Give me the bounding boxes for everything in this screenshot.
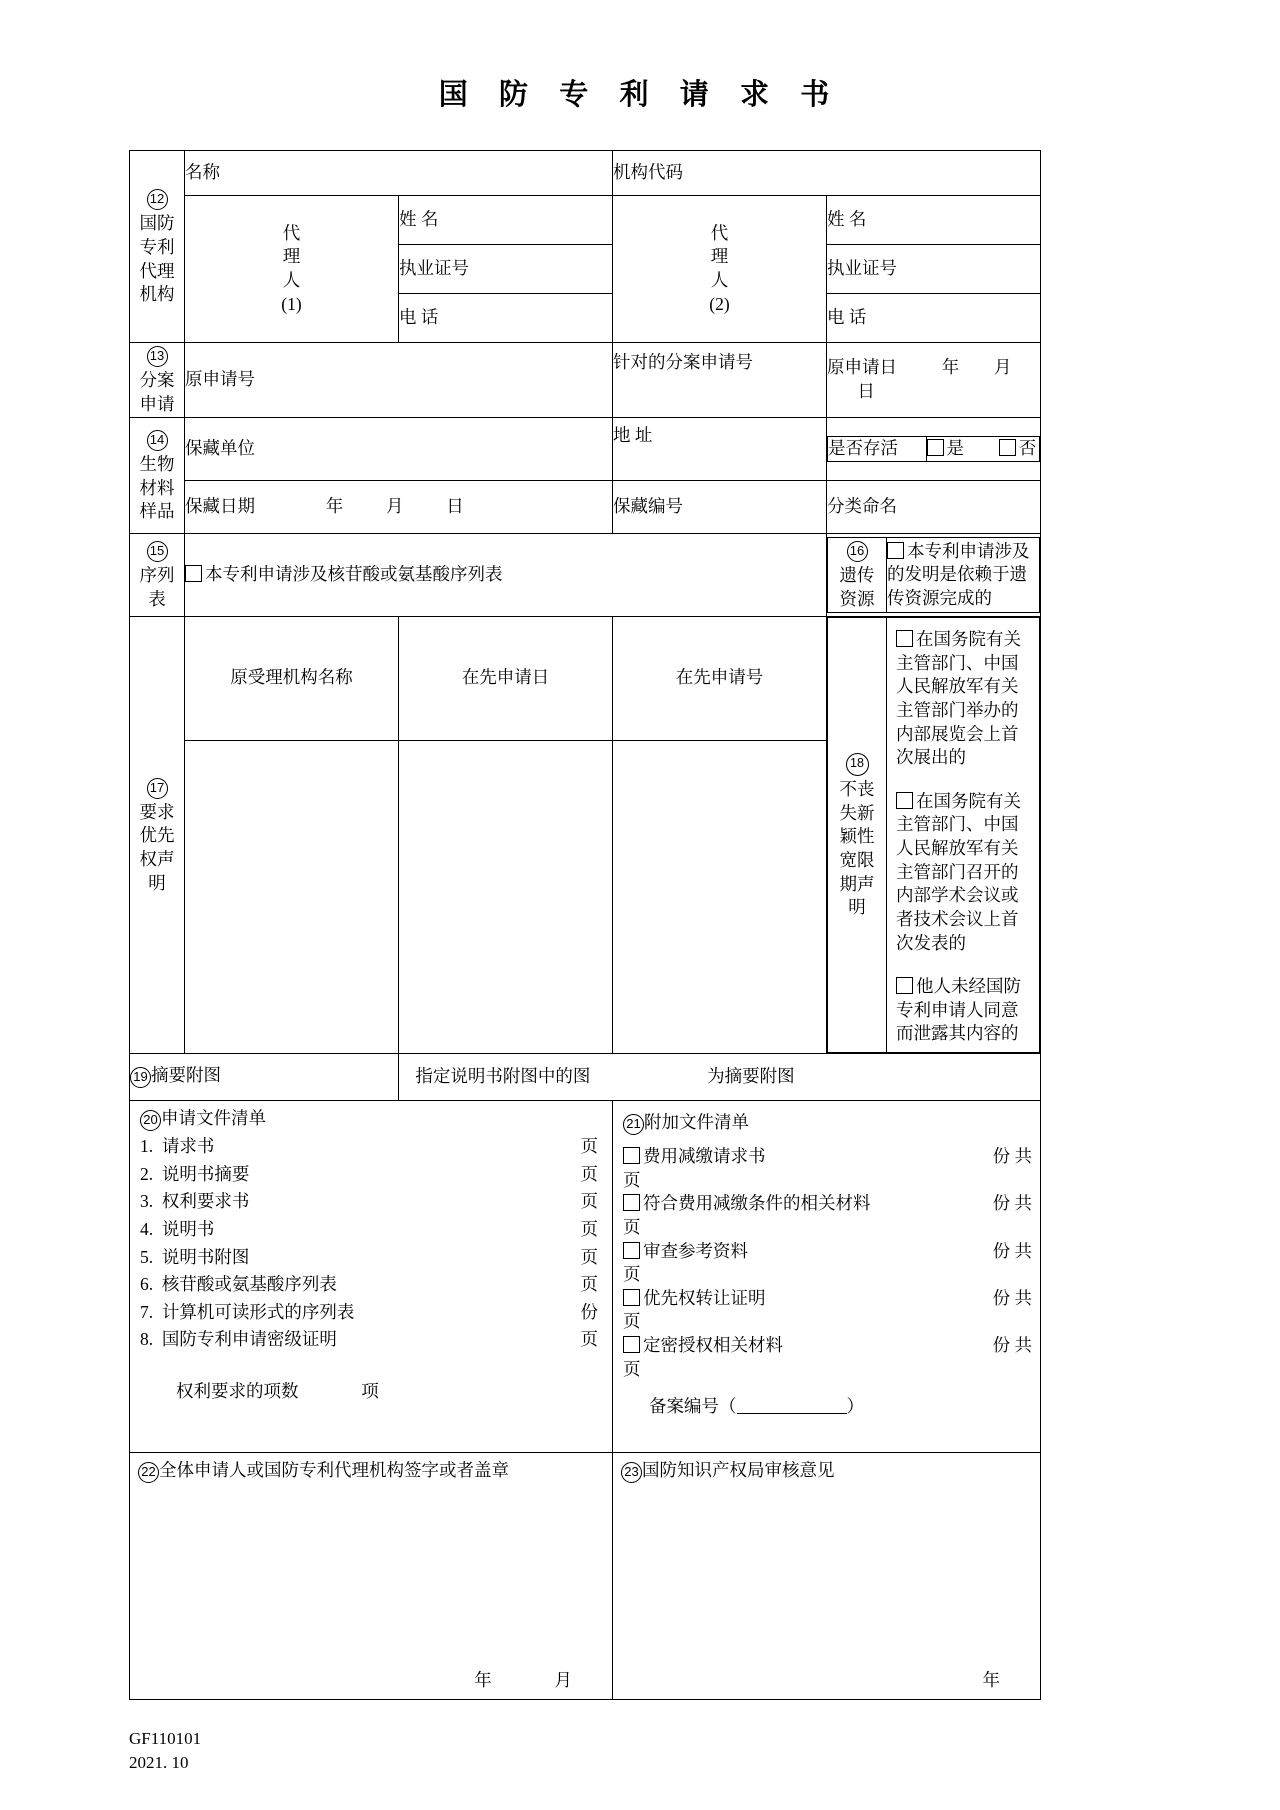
list-item[interactable] bbox=[623, 1334, 1032, 1358]
section15-label-cell bbox=[130, 534, 185, 617]
section22-signature-area[interactable] bbox=[130, 1491, 612, 1669]
sequence-listing-checkbox[interactable] bbox=[185, 565, 202, 582]
agent2-name-label: 姓 名 bbox=[827, 209, 867, 230]
section23-year: 年 bbox=[982, 1670, 1000, 1690]
doc-no: 3. bbox=[140, 1191, 154, 1212]
month-unit: 月 bbox=[994, 357, 1012, 378]
additional-doc-qty: 份 共 bbox=[992, 1335, 1032, 1355]
agent2-label-line3: 人 bbox=[710, 270, 729, 290]
additional-doc-unit: 页 bbox=[623, 1311, 641, 1332]
original-application-date-label: 原申请日 bbox=[827, 357, 897, 378]
agent1-name-row bbox=[130, 196, 1041, 245]
section17-label-line2: 优先 bbox=[139, 825, 175, 846]
section16-label-line2: 资源 bbox=[839, 589, 875, 609]
section17-label-cell bbox=[130, 617, 185, 1054]
section21-title-line bbox=[613, 1107, 1040, 1141]
deposit-no-label: 保藏编号 bbox=[613, 496, 683, 517]
form-code: GF110101 bbox=[129, 1728, 202, 1748]
agent1-name-field[interactable] bbox=[399, 196, 613, 245]
section20-cell bbox=[130, 1101, 613, 1453]
sequence-listing-option[interactable] bbox=[185, 534, 827, 617]
list-item bbox=[130, 1299, 612, 1327]
genetic-resource-option[interactable] bbox=[887, 538, 1040, 612]
section12-label-line3: 代理 bbox=[139, 260, 175, 281]
grace-option-1-text: 在国务院有关主管部门、中国人民解放军有关主管部门举办的内部展览会上首次展出的 bbox=[896, 629, 1021, 768]
section22-23-row bbox=[130, 1453, 1041, 1700]
doc-name: 国防专利申请密级证明 bbox=[161, 1329, 337, 1350]
additional-doc-unit-line bbox=[623, 1216, 1032, 1240]
section12-label-line4: 机构 bbox=[139, 284, 175, 305]
deposit-day-unit: 日 bbox=[446, 496, 464, 517]
agent2-label-line1: 代 bbox=[710, 222, 729, 243]
claims-count-label: 权利要求的项数 bbox=[176, 1381, 299, 1401]
section13-number: 13 bbox=[147, 346, 168, 367]
grace-option-1[interactable] bbox=[896, 628, 1031, 770]
doc-unit: 页 bbox=[580, 1274, 598, 1295]
section17-label-line4: 明 bbox=[148, 872, 166, 893]
section17-header-row bbox=[130, 617, 1041, 741]
genetic-resource-checkbox[interactable] bbox=[887, 542, 904, 559]
doc-no: 1. bbox=[140, 1136, 154, 1156]
is-alive-label-cell bbox=[828, 437, 927, 462]
additional-doc-checkbox[interactable] bbox=[623, 1194, 640, 1211]
section20-number: 20 bbox=[140, 1110, 161, 1131]
deposit-unit-field[interactable] bbox=[185, 418, 613, 481]
section23-title-line bbox=[613, 1453, 1040, 1491]
section20-title-line bbox=[130, 1107, 612, 1133]
agent1-label-line3: 人 bbox=[282, 270, 301, 290]
doc-name: 计算机可读形式的序列表 bbox=[161, 1301, 355, 1322]
section12-label-line1: 国防 bbox=[139, 213, 175, 234]
section18-cell bbox=[827, 617, 1041, 1054]
priority-col-header-office bbox=[185, 617, 399, 741]
section14-label-cell bbox=[130, 418, 185, 534]
alive-yes-label: 是 bbox=[946, 438, 965, 459]
original-application-no-field[interactable] bbox=[185, 343, 613, 418]
list-item[interactable] bbox=[623, 1192, 1032, 1216]
patent-form-table bbox=[129, 150, 1041, 1700]
record-number-row[interactable] bbox=[613, 1385, 1040, 1419]
claims-count-row[interactable] bbox=[130, 1354, 612, 1404]
agent1-label-line4: (1) bbox=[281, 293, 302, 314]
additional-doc-checkbox[interactable] bbox=[623, 1336, 640, 1353]
section18-label-line2: 失新 bbox=[839, 802, 875, 823]
doc-name: 核苷酸或氨基酸序列表 bbox=[161, 1274, 337, 1295]
section19-number: 19 bbox=[130, 1067, 151, 1088]
list-item bbox=[130, 1244, 612, 1272]
section18-number: 18 bbox=[846, 753, 869, 776]
grace-option-2[interactable] bbox=[896, 790, 1031, 955]
agent1-name-label: 姓 名 bbox=[399, 209, 439, 230]
is-alive-options bbox=[926, 437, 1039, 462]
agency-code-field[interactable] bbox=[613, 151, 1041, 196]
grace-option-1-checkbox[interactable] bbox=[896, 630, 913, 647]
section12-label-cell bbox=[130, 151, 185, 343]
doc-name: 说明书摘要 bbox=[161, 1163, 250, 1184]
additional-document-list bbox=[613, 1141, 1040, 1385]
section23-title: 国防知识产权局审核意见 bbox=[642, 1460, 835, 1480]
doc-unit: 页 bbox=[580, 1329, 598, 1350]
section18-label-cell bbox=[828, 618, 887, 1053]
additional-doc-name: 定密授权相关材料 bbox=[643, 1335, 783, 1355]
section15-16-row bbox=[130, 534, 1041, 617]
section17-label-line3: 权声 bbox=[139, 849, 175, 869]
divisional-application-no-label: 针对的分案申请号 bbox=[613, 352, 753, 372]
agent2-label-line2: 理 bbox=[710, 246, 729, 267]
alive-yes-checkbox[interactable] bbox=[927, 439, 944, 456]
additional-doc-unit-line bbox=[623, 1169, 1032, 1193]
additional-doc-name: 费用减缴请求书 bbox=[643, 1146, 766, 1166]
agent1-license-label: 执业证号 bbox=[399, 258, 469, 279]
doc-unit: 页 bbox=[580, 1163, 598, 1184]
agency-code-label: 机构代码 bbox=[613, 162, 683, 183]
form-date: 2021. 10 bbox=[129, 1753, 189, 1773]
section16-label-cell bbox=[828, 538, 887, 612]
section14-label-line3: 样品 bbox=[139, 501, 175, 522]
list-item bbox=[130, 1216, 612, 1244]
priority-number-input[interactable] bbox=[613, 740, 827, 1054]
additional-doc-qty: 份 共 bbox=[992, 1287, 1032, 1308]
grace-option-3-text: 他人未经国防专利申请人同意而泄露其内容的 bbox=[896, 976, 1021, 1044]
is-alive-label: 是否存活 bbox=[828, 438, 898, 459]
section12-number: 12 bbox=[147, 189, 168, 210]
agent2-license-label: 执业证号 bbox=[827, 258, 897, 279]
application-document-list bbox=[130, 1133, 612, 1354]
section23-cell[interactable] bbox=[613, 1453, 1041, 1700]
divisional-application-no-field[interactable] bbox=[613, 343, 827, 418]
year-unit: 年 bbox=[941, 357, 960, 378]
deposit-address-field[interactable] bbox=[613, 418, 827, 481]
record-number-close: ） bbox=[846, 1396, 864, 1417]
record-number-label: 备案编号（ bbox=[649, 1396, 737, 1417]
day-unit: 日 bbox=[857, 381, 875, 401]
section23-number: 23 bbox=[621, 1462, 642, 1483]
original-application-no-label: 原申请号 bbox=[185, 369, 255, 390]
agent1-label-line1: 代 bbox=[282, 222, 301, 243]
section23-date-line bbox=[613, 1669, 1040, 1699]
additional-doc-qty: 份 共 bbox=[992, 1240, 1032, 1261]
doc-no: 5. bbox=[140, 1246, 154, 1267]
section22-title: 全体申请人或国防专利代理机构签字或者盖章 bbox=[159, 1460, 509, 1480]
section18-label-line4: 宽限 bbox=[839, 850, 875, 870]
doc-unit: 页 bbox=[580, 1246, 598, 1267]
doc-name: 请求书 bbox=[161, 1136, 215, 1156]
deposit-no-field[interactable] bbox=[613, 481, 827, 534]
additional-doc-unit-line bbox=[623, 1263, 1032, 1287]
doc-no: 6. bbox=[140, 1274, 154, 1295]
section22-number: 22 bbox=[138, 1462, 159, 1483]
deposit-month-unit: 月 bbox=[386, 496, 404, 517]
additional-doc-name: 审查参考资料 bbox=[643, 1240, 748, 1261]
section22-title-line bbox=[130, 1453, 612, 1491]
deposit-address-label: 地 址 bbox=[613, 425, 653, 445]
additional-doc-unit: 页 bbox=[623, 1264, 641, 1285]
additional-doc-unit: 页 bbox=[623, 1358, 641, 1379]
additional-doc-qty: 份 共 bbox=[992, 1193, 1032, 1214]
doc-no: 4. bbox=[140, 1218, 154, 1239]
doc-no: 8. bbox=[140, 1329, 154, 1350]
list-item bbox=[130, 1271, 612, 1299]
section16-number: 16 bbox=[847, 541, 868, 562]
grace-option-2-text: 在国务院有关主管部门、中国人民解放军有关主管部门召开的内部学术会议或者技术会议上首次发表的 bbox=[896, 790, 1021, 953]
list-item bbox=[130, 1133, 612, 1161]
agent1-phone-label: 电 话 bbox=[399, 307, 439, 328]
list-item bbox=[130, 1161, 612, 1189]
section19-label: 摘要附图 bbox=[151, 1065, 221, 1085]
additional-doc-checkbox[interactable] bbox=[623, 1289, 640, 1306]
page-title: 国 防 专 利 请 求 书 bbox=[438, 79, 842, 111]
alive-no-label: 否 bbox=[1018, 438, 1037, 459]
section16-cell bbox=[827, 534, 1041, 617]
agency-name-field[interactable] bbox=[185, 151, 613, 196]
doc-unit: 页 bbox=[580, 1136, 598, 1156]
agent2-label-line4: (2) bbox=[709, 293, 730, 314]
additional-doc-unit-line bbox=[623, 1310, 1032, 1334]
doc-unit: 页 bbox=[580, 1191, 598, 1212]
doc-no: 7. bbox=[140, 1301, 154, 1322]
doc-name: 说明书 bbox=[161, 1218, 215, 1239]
classification-field[interactable] bbox=[827, 481, 1041, 534]
section13-label-line2: 申请 bbox=[139, 394, 175, 414]
deposit-year-unit: 年 bbox=[325, 496, 344, 517]
section14-label-line2: 材料 bbox=[139, 477, 175, 498]
priority-date-input[interactable] bbox=[399, 740, 613, 1054]
list-item bbox=[130, 1326, 612, 1354]
agent2-phone-label: 电 话 bbox=[827, 307, 867, 328]
deposit-date-label: 保藏日期 bbox=[185, 496, 255, 517]
abstract-figure-suffix: 为摘要附图 bbox=[707, 1066, 795, 1087]
agent1-label-line2: 理 bbox=[282, 246, 301, 267]
grace-option-2-checkbox[interactable] bbox=[896, 792, 913, 809]
agent1-phone-field[interactable] bbox=[399, 294, 613, 343]
classification-label: 分类命名 bbox=[827, 496, 897, 517]
abstract-figure-prefix: 指定说明书附图中的图 bbox=[415, 1066, 591, 1087]
additional-doc-name: 优先权转让证明 bbox=[643, 1287, 766, 1308]
record-number-input[interactable] bbox=[737, 1398, 847, 1414]
section13-label-line1: 分案 bbox=[139, 370, 175, 391]
section21-title: 附加文件清单 bbox=[644, 1112, 749, 1132]
section16-label-line1: 遗传 bbox=[839, 565, 875, 586]
agent2-label-cell bbox=[613, 196, 827, 343]
section18-label-line6: 明 bbox=[848, 897, 866, 918]
abstract-figure-field[interactable] bbox=[399, 1054, 1041, 1101]
deposit-unit-label: 保藏单位 bbox=[185, 438, 255, 459]
section13-label-cell bbox=[130, 343, 185, 418]
grace-option-3[interactable] bbox=[896, 975, 1031, 1046]
doc-name: 权利要求书 bbox=[161, 1191, 250, 1212]
section15-label-line1: 序列 bbox=[139, 565, 175, 586]
list-item[interactable] bbox=[623, 1240, 1032, 1264]
additional-doc-unit: 页 bbox=[623, 1169, 641, 1190]
genetic-resource-text: 本专利申请涉及的发明是依赖于遗传资源完成的 bbox=[887, 540, 1030, 608]
priority-office-input[interactable] bbox=[185, 740, 399, 1054]
additional-doc-checkbox[interactable] bbox=[623, 1147, 640, 1164]
priority-col-header-date bbox=[399, 617, 613, 741]
agent1-license-field[interactable] bbox=[399, 245, 613, 294]
priority-col-header-date-text: 在先申请日 bbox=[461, 667, 550, 688]
doc-unit: 页 bbox=[580, 1218, 598, 1239]
claims-count-unit: 项 bbox=[361, 1381, 379, 1401]
section15-number: 15 bbox=[147, 541, 168, 562]
list-item bbox=[130, 1188, 612, 1216]
grace-period-options bbox=[887, 618, 1040, 1053]
original-application-date-field[interactable] bbox=[827, 343, 1041, 418]
section14-label-line1: 生物 bbox=[139, 454, 175, 475]
additional-doc-unit-line bbox=[623, 1358, 1032, 1382]
section12-name-row bbox=[130, 151, 1041, 196]
agent1-label-cell bbox=[185, 196, 399, 343]
priority-col-header-number-text: 在先申请号 bbox=[675, 667, 764, 688]
section22-month: 月 bbox=[554, 1670, 572, 1690]
section23-opinion-area[interactable] bbox=[613, 1491, 1040, 1669]
agent2-phone-field[interactable] bbox=[827, 294, 1041, 343]
list-item[interactable] bbox=[623, 1145, 1032, 1169]
section12-label-line2: 专利 bbox=[139, 236, 175, 257]
sequence-listing-text: 本专利申请涉及核苷酸或氨基酸序列表 bbox=[205, 564, 503, 585]
is-alive-cell bbox=[827, 418, 1041, 481]
section17-label-line1: 要求 bbox=[139, 801, 175, 822]
additional-doc-qty: 份 共 bbox=[992, 1146, 1032, 1166]
section14-row2 bbox=[130, 481, 1041, 534]
agent2-license-field[interactable] bbox=[827, 245, 1041, 294]
section22-year: 年 bbox=[474, 1670, 492, 1690]
section19-row bbox=[130, 1054, 1041, 1101]
agent2-name-field[interactable] bbox=[827, 196, 1041, 245]
agency-name-label: 名称 bbox=[185, 162, 220, 183]
section21-number: 21 bbox=[623, 1114, 644, 1135]
form-footer bbox=[129, 1727, 201, 1776]
deposit-date-field[interactable] bbox=[185, 481, 613, 534]
grace-option-3-checkbox[interactable] bbox=[896, 977, 913, 994]
section20-title: 申请文件清单 bbox=[161, 1108, 266, 1128]
section21-cell bbox=[613, 1101, 1041, 1453]
section17-number: 17 bbox=[147, 778, 168, 799]
alive-no-checkbox[interactable] bbox=[999, 439, 1016, 456]
section14-row1 bbox=[130, 418, 1041, 481]
doc-name: 说明书附图 bbox=[161, 1246, 250, 1267]
section14-number: 14 bbox=[147, 430, 168, 451]
list-item[interactable] bbox=[623, 1287, 1032, 1311]
additional-doc-unit: 页 bbox=[623, 1216, 641, 1237]
section20-21-row bbox=[130, 1101, 1041, 1453]
section18-label-line5: 期声 bbox=[839, 873, 875, 894]
additional-doc-name: 符合费用减缴条件的相关材料 bbox=[643, 1193, 871, 1214]
additional-doc-checkbox[interactable] bbox=[623, 1242, 640, 1259]
section18-label-line3: 颖性 bbox=[839, 826, 875, 847]
section18-label-line1: 不丧 bbox=[839, 779, 875, 800]
doc-unit: 份 bbox=[580, 1301, 598, 1322]
doc-no: 2. bbox=[140, 1163, 154, 1184]
section13-row bbox=[130, 343, 1041, 418]
priority-col-header-number bbox=[613, 617, 827, 741]
section15-label-line2: 表 bbox=[148, 589, 166, 609]
section22-date-line bbox=[130, 1669, 612, 1699]
section19-label-cell bbox=[130, 1054, 399, 1101]
priority-col-header-office-text: 原受理机构名称 bbox=[230, 667, 353, 688]
section22-cell[interactable] bbox=[130, 1453, 613, 1700]
